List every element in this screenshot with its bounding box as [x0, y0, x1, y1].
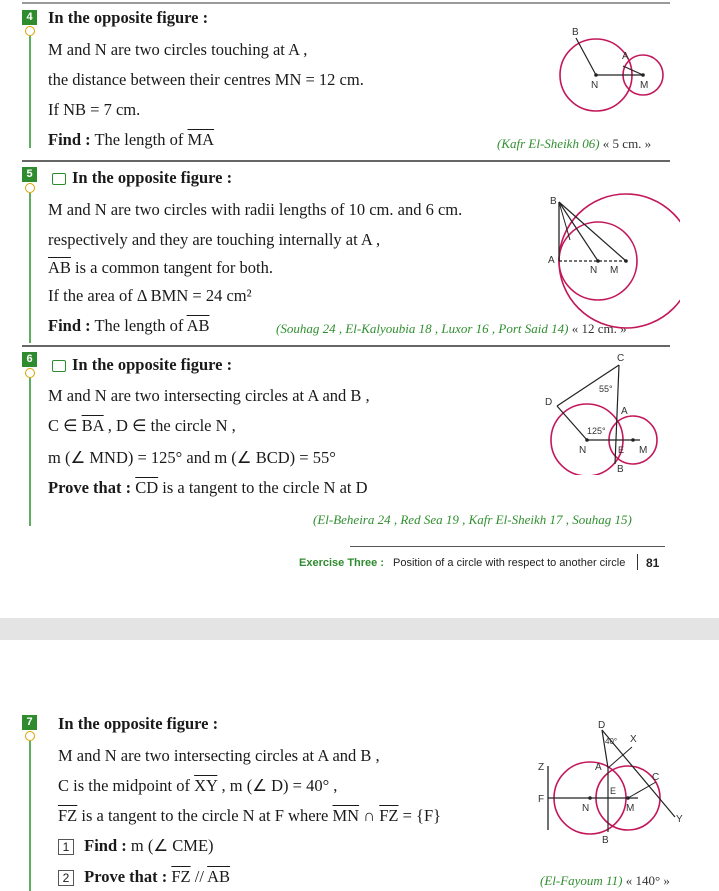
problem-number-badge: 4 [22, 10, 37, 25]
problem-heading [52, 355, 232, 375]
problem-line: respectively and they are touching internally at A , [48, 230, 381, 249]
segment-label: $\overline{XY}$ [194, 776, 218, 795]
item-number: 1 [58, 839, 74, 855]
problem-number-badge: 5 [22, 167, 37, 182]
footer-title: Exercise Three : [299, 557, 384, 569]
figure-label: B [602, 835, 609, 846]
figure-label: N [579, 445, 587, 456]
point-n [596, 259, 600, 263]
point-n [588, 796, 592, 800]
answer-text: « 5 cm. » [602, 136, 652, 151]
problem-line: m (∠ MND) = 125° and m (∠ BCD) = 55° [48, 448, 336, 467]
figure-label: M [639, 445, 648, 456]
heading-text: In the opposite figure : [72, 355, 233, 374]
figure-label: X [630, 734, 637, 745]
segment-nb [576, 38, 596, 75]
figure-label: A [595, 762, 602, 773]
problem-line: M and N are two intersecting circles at A and B , [48, 386, 370, 405]
section-rule [22, 345, 670, 347]
bulb-icon [25, 731, 35, 741]
find-text: The length of [94, 130, 184, 149]
segment-am [623, 66, 643, 75]
figure-label: D [598, 720, 606, 731]
source-text: (Souhag 24 , El-Kalyoubia 18 , Luxor 16 , Port Said 14) [276, 321, 569, 336]
figure-label: M [610, 265, 619, 276]
figure-label: B [617, 464, 624, 475]
item-line [58, 867, 230, 887]
top-rule [22, 2, 670, 4]
find-line [48, 316, 210, 336]
segment-ax [608, 747, 632, 768]
figure-label: M [640, 80, 649, 91]
problem-heading: In the opposite figure : [48, 8, 209, 27]
segment-dn [557, 406, 587, 440]
figure-label: Z [538, 762, 545, 773]
problem-number-badge: 7 [22, 715, 37, 730]
margin-line [29, 741, 31, 891]
problem-line [48, 258, 273, 278]
item-text: m (∠ CME) [130, 836, 214, 855]
figure-label: A [548, 255, 555, 266]
figure-label: N [591, 80, 599, 91]
segment-label: $\overline{AB}$ [207, 867, 231, 886]
figure-label: C [652, 772, 660, 783]
segment-label: $\overline{AB}$ [186, 316, 210, 335]
line-text: , D ∈ the circle N , [107, 416, 236, 435]
prove-line [48, 478, 368, 498]
figure-label: B [572, 27, 579, 38]
problem-line [58, 776, 337, 796]
line-text: is a common tangent for both. [75, 258, 274, 277]
source-citation [313, 512, 632, 528]
bulb-icon [25, 183, 35, 193]
footer-subtitle: Position of a circle with respect to another circle [393, 557, 626, 569]
source-text: (Kafr El-Sheikh 06) [497, 136, 600, 151]
footer-rule [350, 546, 665, 547]
line-text: = {F} [402, 806, 442, 825]
figure-label: D [545, 397, 553, 408]
line-label: $\overline{FZ}$ [58, 806, 78, 825]
margin-line [29, 378, 31, 526]
problem-heading: In the opposite figure : [58, 714, 219, 733]
figure-label: 125° [587, 426, 606, 436]
find-line [48, 130, 214, 150]
item-number: 2 [58, 870, 74, 886]
find-label: Find : [48, 130, 91, 149]
point-m [641, 73, 645, 77]
problem-heading [52, 168, 232, 188]
margin-line [29, 36, 31, 148]
answer-text: « 12 cm. » [571, 321, 627, 336]
problem-number-badge: 6 [22, 352, 37, 367]
source-citation [540, 873, 670, 889]
point-m [626, 796, 630, 800]
heading-text: In the opposite figure : [72, 168, 233, 187]
figure-label: 55° [599, 384, 613, 394]
figure-label: N [582, 803, 590, 814]
find-text: The length of [94, 316, 184, 335]
problem-line [58, 806, 441, 826]
find-label: Find : [48, 316, 91, 335]
point-n [594, 73, 598, 77]
segment-label: $\overline{MA}$ [187, 130, 215, 149]
page-gap [0, 618, 719, 640]
figure-5 [540, 176, 680, 336]
problem-line: M and N are two circles touching at A , [48, 40, 308, 59]
section-rule [22, 160, 670, 162]
figure-label: E [610, 786, 617, 796]
book-icon [52, 360, 66, 372]
prove-text: is a tangent to the circle N at D [162, 478, 368, 497]
prove-label: Prove that : [84, 867, 168, 886]
source-text: (El-Fayoum 11) [540, 873, 623, 888]
source-citation [497, 136, 651, 152]
answer-text: « 140° » [625, 873, 670, 888]
problem-line: M and N are two intersecting circles at A and B , [58, 746, 380, 765]
point-m [624, 259, 628, 263]
margin-line [29, 193, 31, 343]
footer-divider [637, 554, 638, 570]
figure-4 [548, 22, 678, 114]
problem-line: the distance between their centres MN = 12 cm. [48, 70, 364, 89]
problem-line: If NB = 7 cm. [48, 100, 141, 119]
find-label: Find : [84, 836, 127, 855]
source-text: (El-Beheira 24 , Red Sea 19 , Kafr El-Sheikh 17 , Souhag 15) [313, 512, 632, 527]
figure-label: A [621, 406, 628, 417]
point-m [631, 438, 635, 442]
line-text: is a tangent to the circle N at F where [81, 806, 329, 825]
figure-label: A [622, 51, 629, 62]
prove-label: Prove that : [48, 478, 132, 497]
ray-label: $\overline{BA}$ [81, 416, 104, 435]
line-label: $\overline{CD}$ [135, 478, 159, 497]
point-n [585, 438, 589, 442]
line-text: , m (∠ D) = 40° , [221, 776, 338, 795]
line-text: C ∈ [48, 416, 78, 435]
figure-label: Y [676, 814, 683, 825]
line-label: $\overline{FZ}$ [379, 806, 399, 825]
figure-label: F [538, 794, 545, 805]
line-text: C is the midpoint of [58, 776, 190, 795]
book-icon [52, 173, 66, 185]
figure-label: 40° [605, 737, 618, 746]
problem-line [48, 416, 236, 436]
item-line [58, 836, 214, 856]
figure-label: B [550, 196, 557, 207]
figure-7 [530, 720, 690, 855]
ray-label: $\overline{AB}$ [48, 258, 71, 277]
figure-label: E [618, 445, 625, 455]
line-text: ∩ [363, 806, 376, 825]
item-text: // [194, 867, 204, 886]
figure-label: C [617, 353, 625, 364]
problem-line: If the area of Δ BMN = 24 cm² [48, 286, 252, 305]
bulb-icon [25, 26, 35, 36]
figure-label: N [590, 265, 598, 276]
page-number: 81 [646, 556, 660, 570]
bulb-icon [25, 368, 35, 378]
figure-6 [535, 350, 685, 475]
line-label: $\overline{FZ}$ [171, 867, 191, 886]
page-bottom [0, 640, 719, 891]
line-label: $\overline{MN}$ [332, 806, 360, 825]
figure-label: M [626, 803, 635, 814]
problem-line: M and N are two circles with radii lengths of 10 cm. and 6 cm. [48, 200, 463, 219]
